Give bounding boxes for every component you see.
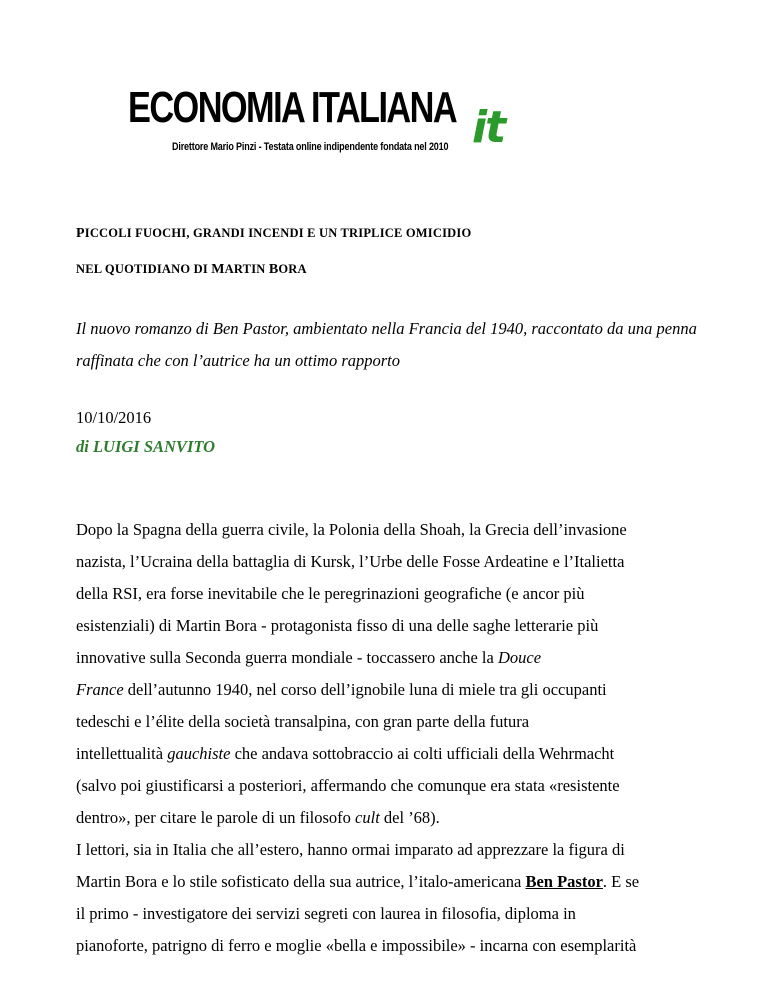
- body-line: [76, 866, 716, 898]
- kicker-text: ORA: [278, 262, 307, 276]
- article-body: [76, 514, 716, 962]
- article-author: di LUIGI SANVITO: [76, 437, 216, 456]
- body-text: dell’autunno 1940, nel corso dell’ignobile luna di miele tra gli occupanti: [123, 680, 607, 699]
- masthead-tagline: Direttore Mario Pinzi - Testata online indipendente fondata nel 2010: [172, 141, 449, 153]
- body-line: [76, 674, 716, 706]
- kicker-text: ICCOLI FUOCHI, GRANDI INCENDI E UN TRIPLICE OMICIDIO: [84, 226, 472, 240]
- body-emphasis: France: [76, 680, 124, 699]
- body-text: . E se: [602, 872, 640, 891]
- body-emphasis: cult: [355, 808, 380, 827]
- body-line: pianoforte, patrigno di ferro e moglie «bella e impossibile» - incarna con esemplarità: [76, 936, 637, 955]
- article-subtitle: Il nuovo romanzo di Ben Pastor, ambientato nella Francia del 1940, raccontato da una penna raffinata che con l’autrice ha un ottimo rapporto: [76, 319, 697, 370]
- body-text: innovative sulla Seconda guerra mondiale - toccassero anche la: [76, 648, 498, 667]
- kicker-cap: P: [76, 226, 85, 241]
- body-line: [76, 738, 716, 770]
- kicker-cap: B: [268, 262, 279, 277]
- body-emphasis: gauchiste: [167, 744, 231, 763]
- body-line: esistenziali) di Martin Bora - protagonista fisso di una delle saghe letterarie più: [76, 616, 599, 635]
- body-line: della RSI, era forse inevitabile che le peregrinazioni geografiche (e ancor più: [76, 584, 585, 603]
- body-line: [76, 802, 716, 834]
- body-line: nazista, l’Ucraina della battaglia di Kursk, l’Urbe delle Fosse Ardeatine e l’Italietta: [76, 552, 625, 571]
- body-text: dentro», per citare le parole di un filosofo: [76, 808, 356, 827]
- kicker-cap: M: [211, 262, 225, 277]
- body-line: [76, 642, 716, 674]
- body-line: tedeschi e l’élite della società transalpina, con gran parte della futura: [76, 712, 530, 731]
- body-line: Dopo la Spagna della guerra civile, la Polonia della Shoah, la Grecia dell’invasione: [76, 520, 627, 539]
- body-text: del ’68).: [379, 808, 440, 827]
- author-link-ben-pastor[interactable]: Ben Pastor: [525, 872, 603, 891]
- body-text: che andava sottobraccio ai colti ufficiali della Wehrmacht: [230, 744, 615, 763]
- body-line: il primo - investigatore dei servizi segreti con laurea in filosofia, diploma in: [76, 904, 576, 923]
- kicker-text: NEL QUOTIDIANO DI: [76, 262, 212, 276]
- body-emphasis: Douce: [497, 648, 542, 667]
- article-date: 10/10/2016: [76, 408, 152, 427]
- body-line: (salvo poi giustificarsi a posteriori, affermando che comunque era stata «resistente: [76, 776, 620, 795]
- kicker-line-2: [76, 262, 307, 278]
- kicker-text: ARTIN: [224, 262, 269, 276]
- kicker-line-1: [76, 226, 471, 242]
- body-text: Martin Bora e lo stile sofisticato della sua autrice, l’italo-americana: [76, 872, 526, 891]
- brand-name: ECONOMIA ITALIANA: [128, 83, 457, 132]
- body-line: I lettori, sia in Italia che all’estero, hanno ormai imparato ad apprezzare la figura di: [76, 840, 625, 859]
- logo-it-mark: it: [472, 102, 505, 153]
- masthead-logo: [128, 83, 528, 166]
- body-text: intellettualità: [76, 744, 168, 763]
